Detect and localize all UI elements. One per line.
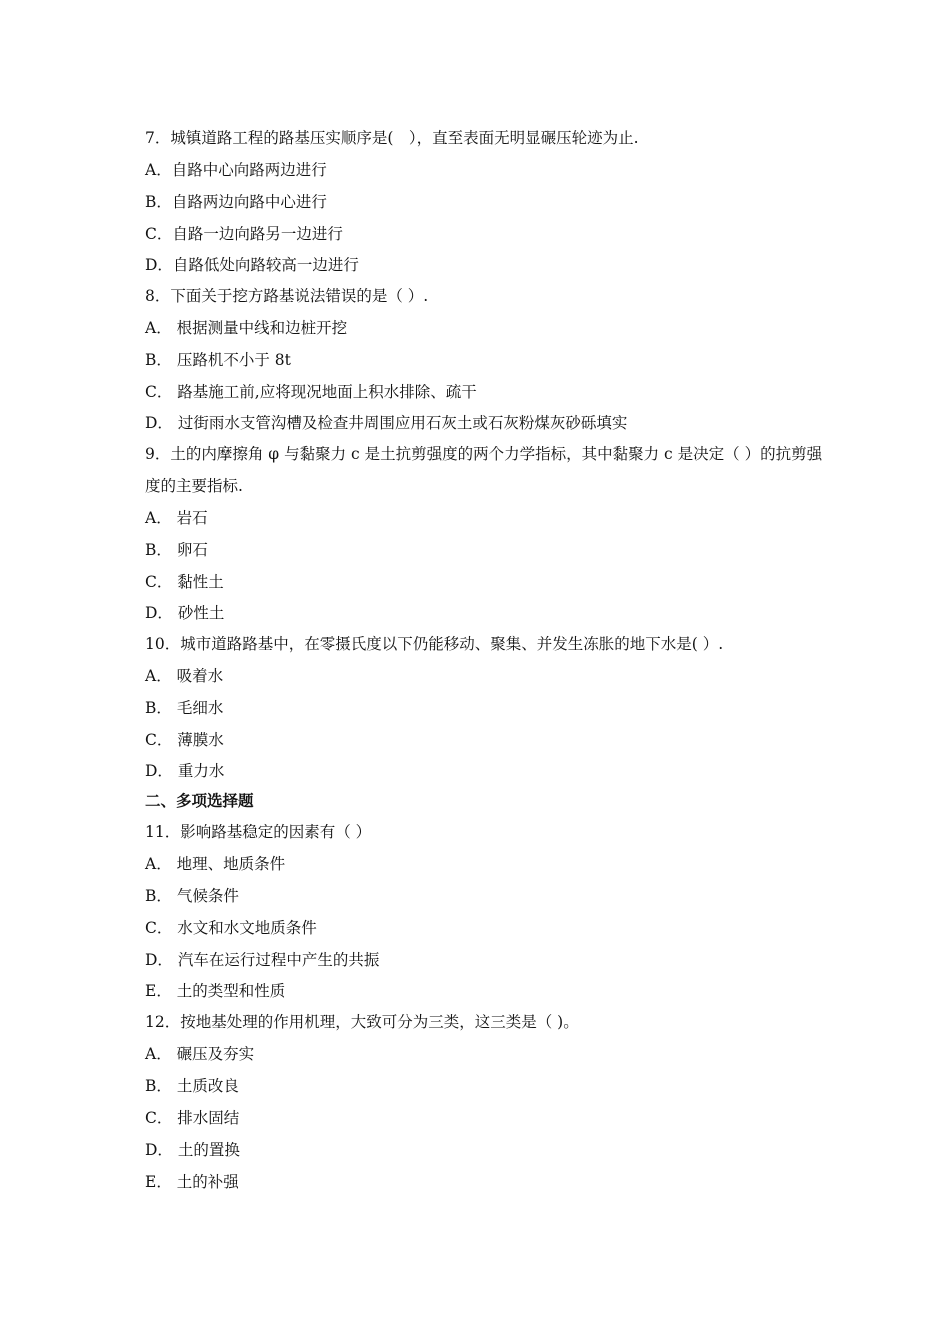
option-10b: B． 毛细水 <box>145 699 224 717</box>
option-12b: B． 土质改良 <box>145 1077 239 1095</box>
option-9c: C． 黏性土 <box>145 573 224 591</box>
option-10d: D． 重力水 <box>145 762 225 780</box>
option-12a: A． 碾压及夯实 <box>145 1045 255 1063</box>
question-12: 12．按地基处理的作用机理，大致可分为三类，这三类是（ )。 <box>145 1013 579 1031</box>
option-11a: A． 地理、地质条件 <box>145 855 286 873</box>
option-8b: B． 压路机不小于 8t <box>145 351 291 369</box>
option-7d: D．自路低处向路较高一边进行 <box>145 256 359 274</box>
option-12c: C． 排水固结 <box>145 1109 240 1127</box>
option-7c: C．自路一边向路另一边进行 <box>145 225 343 243</box>
question-9: 9．土的内摩擦角 φ 与黏聚力 c 是土抗剪强度的两个力学指标，其中黏聚力 c 是决定（ ）的抗剪强度的主要指标. <box>145 445 823 495</box>
option-10c: C． 薄膜水 <box>145 731 224 749</box>
option-8d: D． 过街雨水支管沟槽及检查井周围应用石灰土或石灰粉煤灰砂砾填实 <box>145 414 628 432</box>
option-8a: A． 根据测量中线和边桩开挖 <box>145 319 348 337</box>
option-7b: B．自路两边向路中心进行 <box>145 193 327 211</box>
option-11e: E． 土的类型和性质 <box>145 982 286 1000</box>
option-11c: C． 水文和水文地质条件 <box>145 919 317 937</box>
option-12d: D． 土的置换 <box>145 1141 240 1159</box>
question-list <box>145 122 825 1198</box>
section-title-multiple-choice: 二、多项选择题 <box>145 791 254 810</box>
option-11d: D． 汽车在运行过程中产生的共振 <box>145 951 380 969</box>
option-9d: D． 砂性土 <box>145 604 225 622</box>
question-10: 10．城市道路路基中，在零摄氏度以下仍能移动、聚集、并发生冻胀的地下水是( ）. <box>145 635 724 653</box>
option-7a: A．自路中心向路两边进行 <box>145 161 327 179</box>
question-11: 11．影响路基稳定的因素有（ ） <box>145 823 372 841</box>
question-8: 8．下面关于挖方路基说法错误的是（ ）. <box>145 287 429 305</box>
option-10a: A． 吸着水 <box>145 667 224 685</box>
option-9b: B． 卵石 <box>145 541 208 559</box>
question-7: 7．城镇道路工程的路基压实顺序是( ），直至表面无明显碾压轮迹为止. <box>145 129 639 147</box>
option-11b: B． 气候条件 <box>145 887 239 905</box>
option-12e: E． 土的补强 <box>145 1173 239 1191</box>
option-9a: A． 岩石 <box>145 509 208 527</box>
option-8c: C． 路基施工前,应将现况地面上积水排除、疏干 <box>145 383 477 401</box>
